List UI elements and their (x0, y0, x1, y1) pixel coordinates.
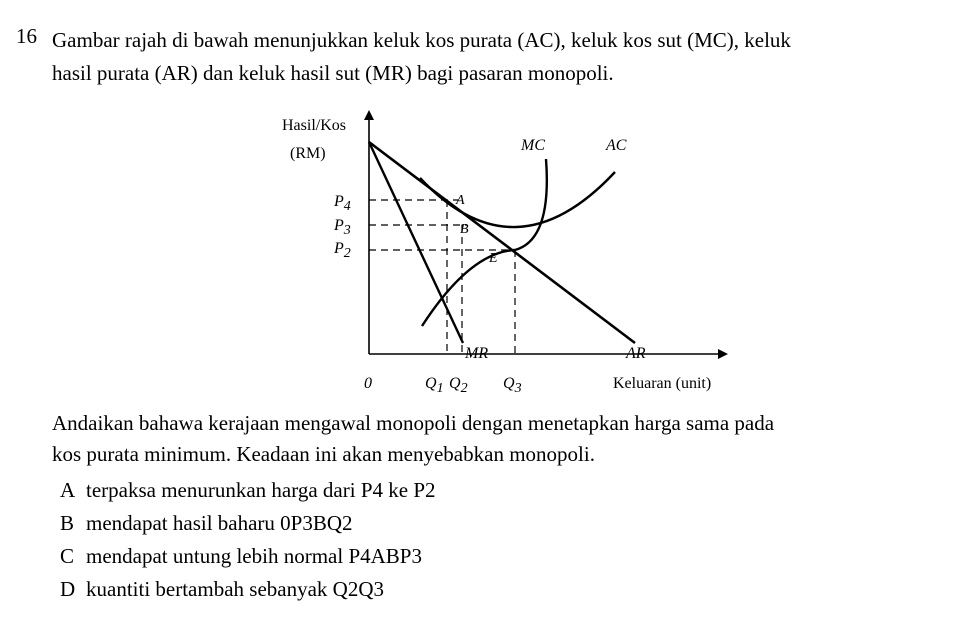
p2-label: P2 (334, 240, 351, 261)
question-stem (52, 24, 952, 90)
ar-label: AR (626, 345, 646, 362)
question-number: 16 (16, 24, 37, 48)
point-b-label: B (460, 222, 469, 237)
option-letter: D (60, 577, 76, 601)
question-context-line-1: Andaikan bahawa kerajaan mengawal monopoli dengan menetapkan harga sama pada (52, 411, 775, 435)
option-text: mendapat untung lebih normal P4ABP3 (86, 544, 422, 568)
p3-label: P3 (334, 217, 351, 238)
y-axis-arrow (364, 110, 374, 120)
option-text: mendapat hasil baharu 0P3BQ2 (86, 511, 353, 535)
question-context-line-2: kos purata minimum. Keadaan ini akan menyebabkan monopoli. (52, 442, 595, 466)
option-text: kuantiti bertambah sebanyak Q2Q3 (86, 577, 384, 601)
point-e-label: E (489, 251, 498, 266)
mr-curve (369, 142, 463, 343)
mc-curve (422, 159, 547, 326)
option-text: terpaksa menurunkan harga dari P4 ke P2 (86, 478, 436, 502)
ar-curve (369, 142, 635, 343)
option-letter: C (60, 544, 75, 568)
question-context (52, 408, 952, 470)
mc-label: MC (521, 137, 545, 154)
answer-option-b[interactable] (60, 507, 436, 540)
y-axis-label-line-2: (RM) (290, 145, 326, 162)
question-stem-line-1: Gambar rajah di bawah menunjukkan keluk kos purata (AC), keluk kos sut (MC), keluk (52, 28, 791, 52)
option-letter: A (60, 478, 76, 502)
option-letter: B (60, 511, 75, 535)
answer-option-c[interactable] (60, 540, 436, 573)
answer-option-a[interactable] (60, 474, 436, 507)
monopoly-diagram (270, 104, 750, 404)
ac-label: AC (606, 137, 627, 154)
origin-label: 0 (364, 375, 372, 392)
mr-label: MR (465, 345, 489, 362)
q1-label: Q1 (425, 375, 444, 396)
question-stem-line-2: hasil purata (AR) dan keluk hasil sut (MR) bagi pasaran monopoli. (52, 61, 614, 85)
point-a-label: A (456, 193, 465, 208)
ac-curve (420, 172, 615, 227)
x-axis-arrow (718, 349, 728, 359)
answer-option-d[interactable] (60, 573, 436, 606)
answer-options (60, 474, 436, 606)
p4-label: P4 (334, 193, 351, 214)
q2-label: Q2 (449, 375, 468, 396)
q3-label: Q3 (503, 375, 522, 396)
y-axis-label-line-1: Hasil/Kos (282, 117, 346, 134)
x-axis-label: Keluaran (unit) (613, 375, 712, 392)
